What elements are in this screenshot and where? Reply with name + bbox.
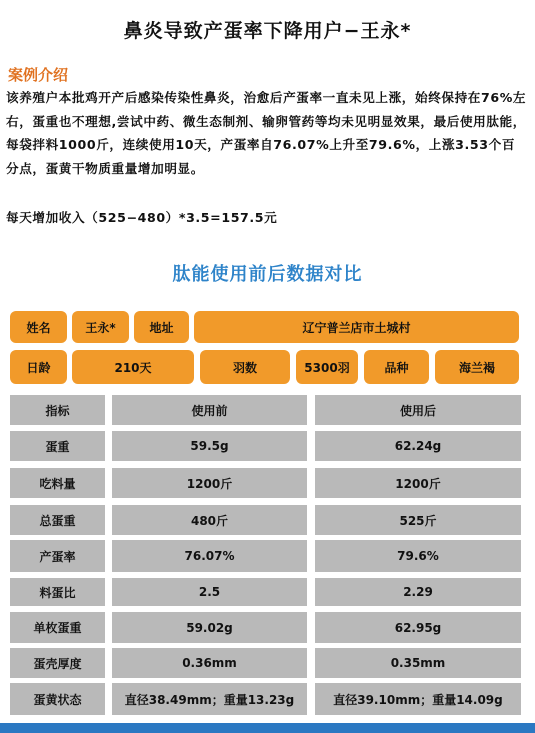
row-before-feed-egg-ratio: 2.5 [112, 578, 307, 606]
row-before-total-egg-weight: 480斤 [112, 505, 307, 535]
row-after-yolk-status: 直径39.10mm；重量14.09g [315, 683, 521, 715]
table-header-indicator: 指标 [10, 395, 105, 425]
row-label-shell-thickness: 蛋壳厚度 [10, 648, 105, 678]
row-label-yolk-status: 蛋黄状态 [10, 683, 105, 715]
row-before-single-egg-weight: 59.02g [112, 612, 307, 643]
case-intro-paragraph: 该养殖户本批鸡开产后感染传染性鼻炎，治愈后产蛋率一直未见上涨，始终保持在76%左右，蛋重也不理想,尝试中药、微生态制剂、输卵管药等均未见明显效果，最后使用肽能，每袋拌料1000斤，连续使用10天，产蛋率自76.07%上升至79.6%，上涨3.53个百分点，蛋黄干物质重量增加明显。 [6, 90, 527, 176]
row-before-yolk-status: 直径38.49mm；重量13.23g [112, 683, 307, 715]
row-after-feed-egg-ratio: 2.29 [315, 578, 521, 606]
age-value-cell: 210天 [72, 350, 194, 384]
row-label-feed-egg-ratio: 料蛋比 [10, 578, 105, 606]
row-before-feed-intake: 1200斤 [112, 468, 307, 498]
age-label-cell: 日龄 [10, 350, 67, 384]
breed-value-cell: 海兰褐 [435, 350, 519, 384]
income-calculation: 每天增加收入（525−480）*3.5=157.5元 [6, 210, 278, 225]
count-label-cell: 羽数 [200, 350, 290, 384]
row-label-single-egg-weight: 单枚蛋重 [10, 612, 105, 643]
row-before-laying-rate: 76.07% [112, 540, 307, 572]
case-intro-heading: 案例介绍 [8, 66, 69, 84]
count-value-cell: 5300羽 [296, 350, 358, 384]
address-value-cell: 辽宁普兰店市土城村 [194, 311, 519, 343]
row-after-shell-thickness: 0.35mm [315, 648, 521, 678]
name-value-cell: 王永* [72, 311, 129, 343]
row-label-feed-intake: 吃料量 [10, 468, 105, 498]
row-after-egg-weight: 62.24g [315, 431, 521, 461]
row-before-egg-weight: 59.5g [112, 431, 307, 461]
row-label-laying-rate: 产蛋率 [10, 540, 105, 572]
row-label-egg-weight: 蛋重 [10, 431, 105, 461]
breed-label-cell: 品种 [364, 350, 429, 384]
row-after-total-egg-weight: 525斤 [315, 505, 521, 535]
address-label-cell: 地址 [134, 311, 189, 343]
comparison-title: 肽能使用前后数据对比 [172, 264, 363, 285]
bottom-decorative-band [0, 723, 535, 733]
table-header-after: 使用后 [315, 395, 521, 425]
row-before-shell-thickness: 0.36mm [112, 648, 307, 678]
row-after-feed-intake: 1200斤 [315, 468, 521, 498]
name-label-cell: 姓名 [10, 311, 67, 343]
row-label-total-egg-weight: 总蛋重 [10, 505, 105, 535]
row-after-laying-rate: 79.6% [315, 540, 521, 572]
table-header-before: 使用前 [112, 395, 307, 425]
row-after-single-egg-weight: 62.95g [315, 612, 521, 643]
page-title: 鼻炎导致产蛋率下降用户−王永* [123, 20, 412, 42]
